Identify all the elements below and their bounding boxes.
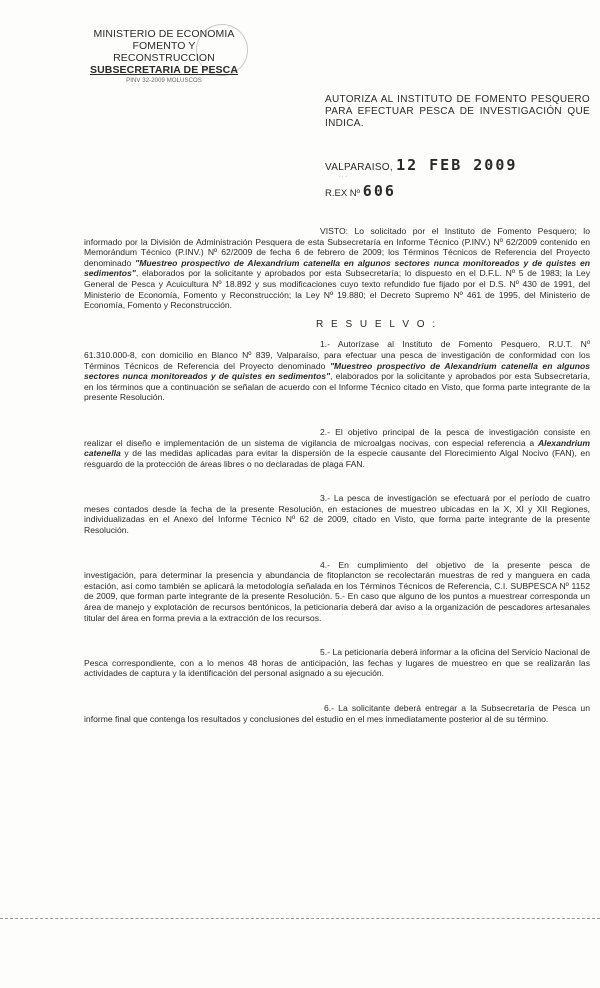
resolution-number-value: 606 <box>362 182 396 200</box>
page-edge-line <box>0 918 600 919</box>
resolution-label: R.EX Nº <box>325 188 361 199</box>
article-2-text-1: 2.- El objetivo principal de la pesca de investigación consiste en realizar el diseño e implementación de un sistema de vigilancia de microalgas nocivas, con especial referencia a <box>84 426 590 448</box>
stamped-date: 12 FEB 2009 <box>396 156 518 174</box>
resolution-number <box>325 174 396 200</box>
article-1-project-title: "Muestreo prospectivo de Alexandrium catenella en algunos sectores nunca monitoreados y de quistes en sedimentos" <box>84 360 590 382</box>
article-2-text-2: y de las medidas aplicadas para evitar la dispersión de la especie causante del Florecimiento Algal Nocivo (FAN), en resguardo de la protección de áreas libres o no declaradas de plaga FAN. <box>84 448 590 469</box>
article-1 <box>84 339 590 403</box>
document-body <box>84 226 590 724</box>
article-5: 5.- La peticionaria deberá informar a la oficina del Servicio Nacional de Pesca correspondiente, con a lo menos 48 horas de anticipación, las fechas y lugares de muestreo en que se realizarán las actividades de captura y la identificación del personal asignado a su ejecución. <box>84 647 590 679</box>
small-marks: · · · <box>339 174 347 180</box>
file-reference: PINV 32-2009 MOLUSCOS <box>126 78 202 84</box>
resolution-subject: AUTORIZA AL INSTITUTO DE FOMENTO PESQUERO PARA EFECTUAR PESCA DE INVESTIGACIÓN QUE INDICA. <box>325 94 590 129</box>
visto-text-2: , elaborados por la solicitante y aprobados por esta Subsecretaría; lo dispuesto en el D.F.L. Nº 5 de 1983; la Ley General de Pesca y Acuicultura Nº 18.892 y sus modificaciones cuyo texto refundido fue fijado por el D.S. Nº 430 de 1991, del Ministerio de Economía, Fomento y Reconstrucción; la Ley Nº 19.880; el Decreto Supremo Nº 461 de 1995, del Ministerio de Economía, Fomento y Reconstrucción. <box>84 268 590 311</box>
letterhead <box>84 28 244 85</box>
resuelvo-heading: R E S U E L V O : <box>316 318 438 330</box>
article-3: 3.- La pesca de investigación se efectuará por el período de cuatro meses contados desde la fecha de la presente Resolución, en estaciones de muestreo ubicadas en la X, XI y XII Regiones, individualizadas en el Anexo del Informe Técnico Nº 62 de 2009, citado en Visto, que forma parte integrante de la presente Resolución. <box>84 493 590 536</box>
ministry-name: MINISTERIO DE ECONOMIA <box>93 28 235 40</box>
article-2 <box>84 427 590 469</box>
article-4: 4.- En cumplimiento del objetivo de la presente pesca de investigación, para determinar la presencia y abundancia de fitoplancton se recolectarán muestras de red y manguera en cada estación, así como también se aplicará la metodología señalada en los Términos Técnicos de Referencia, C.I. SUBPESCA Nº 1152 de 2009, que forman parte integrante de la presente Resolución. 5.- En caso que alguno de los puntos a muestrear corresponda un área de manejo y explotación de recursos bentónicos, la peticionaria deberá dar aviso a la organización de pescadores artesanales titular del área en forma previa a la extracción de los recursos. <box>84 559 590 623</box>
visto-paragraph <box>84 226 590 311</box>
place: VALPARAISO, <box>325 162 393 173</box>
article-2-species: Alexandrium catenella <box>84 437 590 459</box>
article-1-text-2: , elaborados por la solicitante y aprobados por esta Subsecretaría, en los términos que a continuación se señalan de acuerdo con el Informe Técnico citado en Visto, que forma parte integrante de la presente Resolución. <box>84 371 590 403</box>
ministry-subname: FOMENTO Y RECONSTRUCCION <box>113 40 215 64</box>
article-1-text-1: 1.- Autorízase al Instituto de Fomento Pesquero, R.U.T. Nº 61.310.000-8, con domicilio en Blanco Nº 839, Valparaíso, para efectuar una pesca de investigación de conformidad con los Términos Técnicos de Referencia del Proyecto denominado <box>84 339 590 371</box>
project-title: "Muestreo prospectivo de Alexandrium catenella en algunos sectores nunca monitoreados y de quistes en sedimentos" <box>84 257 590 279</box>
visto-text-1: VISTO: Lo solicitado por el Instituto de Fomento Pesquero; lo informado por la División de Administración Pesquera de esta Subsecretaría en Informe Técnico (P.INV.) Nº 62/2009 contenido en Memorándum Técnico (P.INV.) Nº 62/2009 de fecha 6 de febrero de 2009; los Términos Técnicos de Referencia del Proyecto denominado <box>84 226 590 268</box>
date-line <box>325 156 517 174</box>
article-6: 6.- La solicitante deberá entregar a la Subsecretaría de Pesca un informe final que contenga los resultados y conclusiones del estudio en el mes inmediatamente posterior al de su término. <box>84 703 590 724</box>
undersecretariat-name: SUBSECRETARIA DE PESCA <box>89 64 239 76</box>
